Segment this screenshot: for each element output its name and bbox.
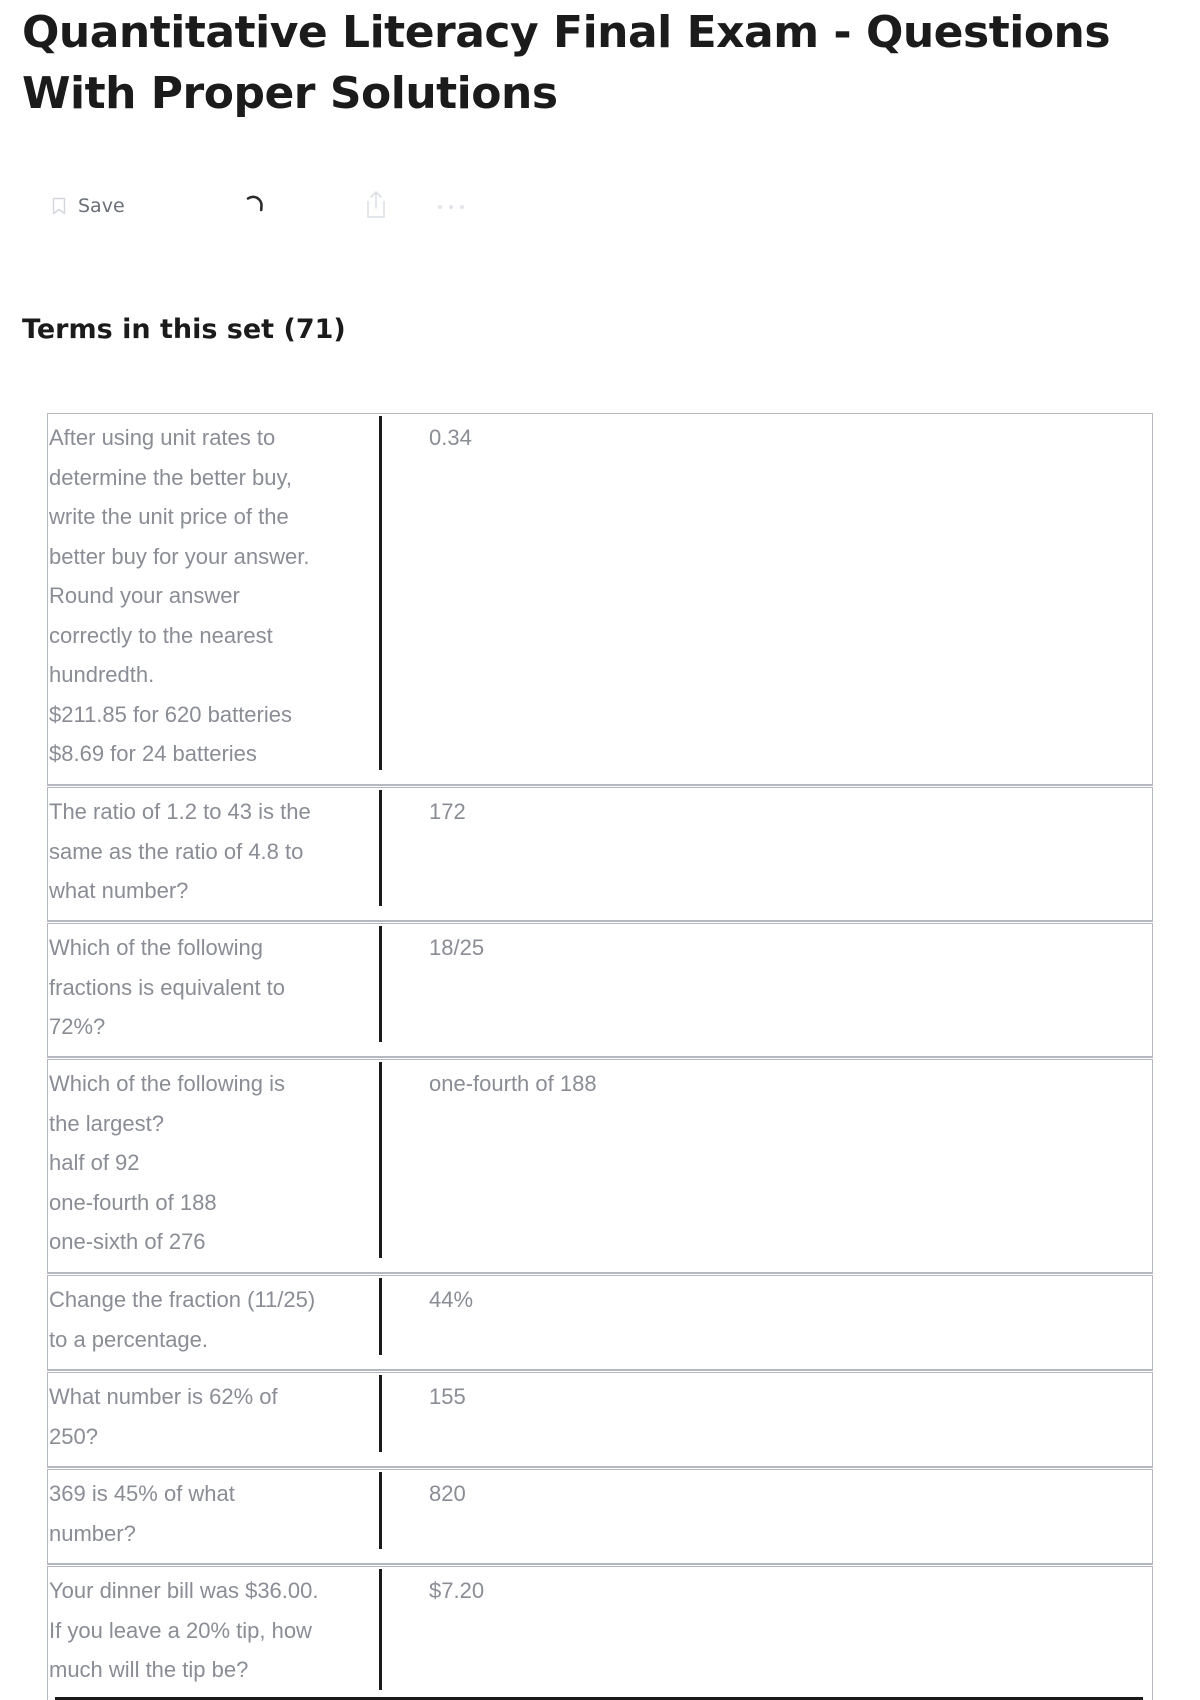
term-card[interactable] <box>47 1469 1153 1565</box>
term-card[interactable] <box>47 1372 1153 1468</box>
card-term: Change the fraction (11/25) to a percentage. <box>49 1287 316 1352</box>
card-definition: 172 <box>429 799 466 824</box>
card-definition: 44% <box>429 1287 474 1312</box>
terms-count-heading: Terms in this set (71) <box>22 314 346 345</box>
share-icon <box>364 190 388 223</box>
save-button-label: Save <box>78 195 125 217</box>
spinner-icon <box>242 192 268 221</box>
term-card[interactable] <box>47 1059 1153 1274</box>
term-card[interactable] <box>47 1275 1153 1371</box>
term-card[interactable] <box>47 413 1153 786</box>
card-term: Your dinner bill was $36.00. If you leave a 20% tip, how much will the tip be? <box>49 1578 319 1682</box>
card-term: The ratio of 1.2 to 43 is the same as the ratio of 4.8 to what number? <box>49 799 311 903</box>
card-divider <box>379 1569 382 1690</box>
card-definition: $7.20 <box>429 1578 485 1603</box>
term-card[interactable] <box>47 787 1153 922</box>
card-divider <box>379 1375 382 1452</box>
card-term: After using unit rates to determine the better buy, write the unit price of the better buy for your answer. Round your answer correctly to the nearest hundredth. $211.85 for 620 batteries $8.69 for 24 batteries <box>49 425 310 766</box>
term-card[interactable] <box>47 1566 1153 1700</box>
page-title: Quantitative Literacy Final Exam - Questions With Proper Solutions <box>22 7 1111 119</box>
share-button[interactable] <box>364 186 388 226</box>
card-definition: 820 <box>429 1481 466 1506</box>
bookmark-icon <box>52 197 66 215</box>
card-term: 369 is 45% of what number? <box>49 1481 235 1546</box>
card-definition: 0.34 <box>429 425 472 450</box>
card-divider <box>379 790 382 906</box>
card-definition: one-fourth of 188 <box>429 1071 597 1096</box>
term-card-list <box>47 413 1153 1700</box>
more-dots-icon <box>436 199 466 214</box>
card-definition: 155 <box>429 1384 466 1409</box>
loading-button[interactable] <box>242 186 268 226</box>
save-button[interactable] <box>52 186 125 226</box>
card-divider <box>379 416 382 770</box>
term-card[interactable] <box>47 923 1153 1058</box>
card-divider <box>379 1278 382 1355</box>
card-term: Which of the following is the largest? half of 92 one-fourth of 188 one-sixth of 276 <box>49 1071 285 1254</box>
more-options-button[interactable] <box>436 186 466 226</box>
card-divider <box>379 926 382 1042</box>
card-divider <box>379 1472 382 1549</box>
toolbar <box>52 186 532 226</box>
card-term: What number is 62% of 250? <box>49 1384 278 1449</box>
card-term: Which of the following fractions is equivalent to 72%? <box>49 935 286 1039</box>
card-definition: 18/25 <box>429 935 485 960</box>
card-divider <box>379 1062 382 1258</box>
